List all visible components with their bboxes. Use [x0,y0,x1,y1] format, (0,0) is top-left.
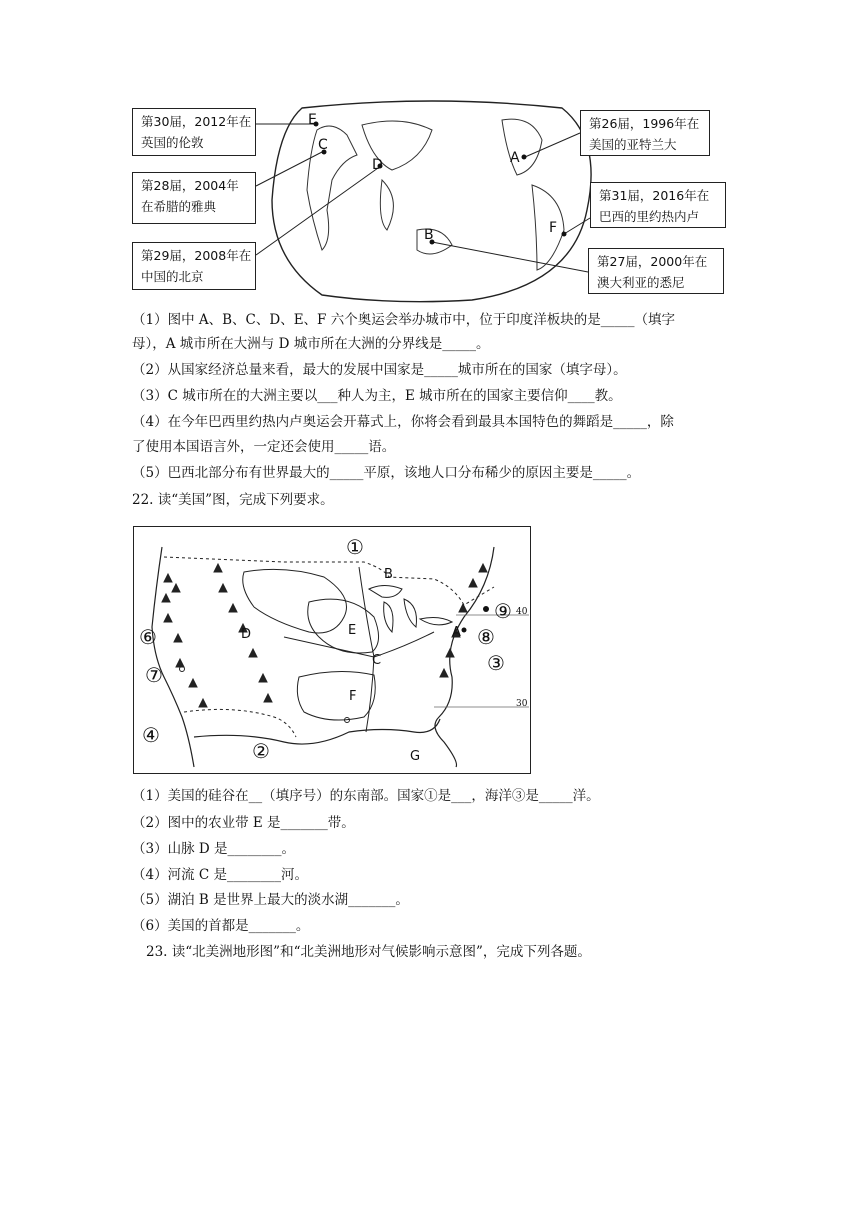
us-label-d: D [241,627,252,642]
us-label-g: G [410,749,421,764]
q22-line-4: （4）河流 C 是________河。 [132,867,309,883]
q22-line-1: （1）美国的硅谷在__（填序号）的东南部。国家①是___，海洋③是_____洋。 [132,788,600,804]
us-map-graphic [134,527,529,772]
us-label-b: B [384,567,393,582]
q21-line-6: 了使用本国语言外，一定还会使用_____语。 [132,439,396,455]
us-label-e: E [348,623,357,638]
us-label-6: ⑥ [139,625,157,649]
city-label-a: A [510,150,520,166]
us-label-2: ② [252,739,270,763]
us-label-f: F [349,689,357,704]
us-label-3: ③ [487,651,505,675]
q21-line-7: （5）巴西北部分布有世界最大的_____平原，该地人口分布稀少的原因主要是_____。 [132,465,641,481]
q22-line-2: （2）图中的农业带 E 是_______带。 [132,815,355,831]
q21-line-4: （3）C 城市所在的大洲主要以___种人为主，E 城市所在的国家主要信仰____教。 [132,388,622,404]
olympics-box-london: 第30届，2012年在 英国的伦敦 [132,108,256,156]
us-label-8: ⑧ [477,625,495,649]
q21-line-5: （4）在今年巴西里约热内卢奥运会开幕式上，你将会看到最具本国特色的舞蹈是_____，除 [132,414,674,430]
us-label-4: ④ [142,723,160,747]
latitude-40-label: 40 [516,607,528,617]
us-label-1: ① [346,535,364,559]
world-map-figure [132,100,732,305]
q21-line-3: （2）从国家经济总量来看，最大的发展中国家是_____城市所在的国家（填字母）。 [132,362,627,378]
us-label-a: A [452,625,461,640]
city-label-f: F [549,220,558,236]
olympics-box-atlanta: 第26届，1996年在 美国的亚特兰大 [580,110,710,156]
us-label-c: C [372,653,382,668]
q22-title: 22. 读“美国”图，完成下列要求。 [132,492,334,508]
q22-line-6: （6）美国的首都是_______。 [132,918,310,934]
olympics-box-sydney: 第27届，2000年在 澳大利亚的悉尼 [588,248,724,294]
q21-line-2: 母），A 城市所在大洲与 D 城市所在大洲的分界线是_____。 [132,336,490,352]
us-label-7: ⑦ [145,663,163,687]
olympics-box-beijing: 第29届，2008年在 中国的北京 [132,242,256,290]
city-label-e: E [308,112,317,128]
olympics-box-athens: 第28届，2004年 在希腊的雅典 [132,172,256,224]
us-map-figure [133,526,531,774]
city-label-c: C [318,137,328,153]
q22-line-3: （3）山脉 D 是________。 [132,841,295,857]
olympics-box-rio: 第31届，2016年在 巴西的里约热内卢 [590,182,726,228]
city-label-d: D [372,157,383,173]
q23-title: 23. 读“北美洲地形图”和“北美洲地形对气候影响示意图”，完成下列各题。 [146,944,591,960]
latitude-30-label: 30 [516,699,528,709]
city-label-b: B [424,227,434,243]
q22-line-5: （5）湖泊 B 是世界上最大的淡水湖_______。 [132,892,409,908]
q21-line-1: （1）图中 A、B、C、D、E、F 六个奥运会举办城市中，位于印度洋板块的是_____（填字 [132,312,675,328]
us-label-9: ⑨ [494,599,512,623]
